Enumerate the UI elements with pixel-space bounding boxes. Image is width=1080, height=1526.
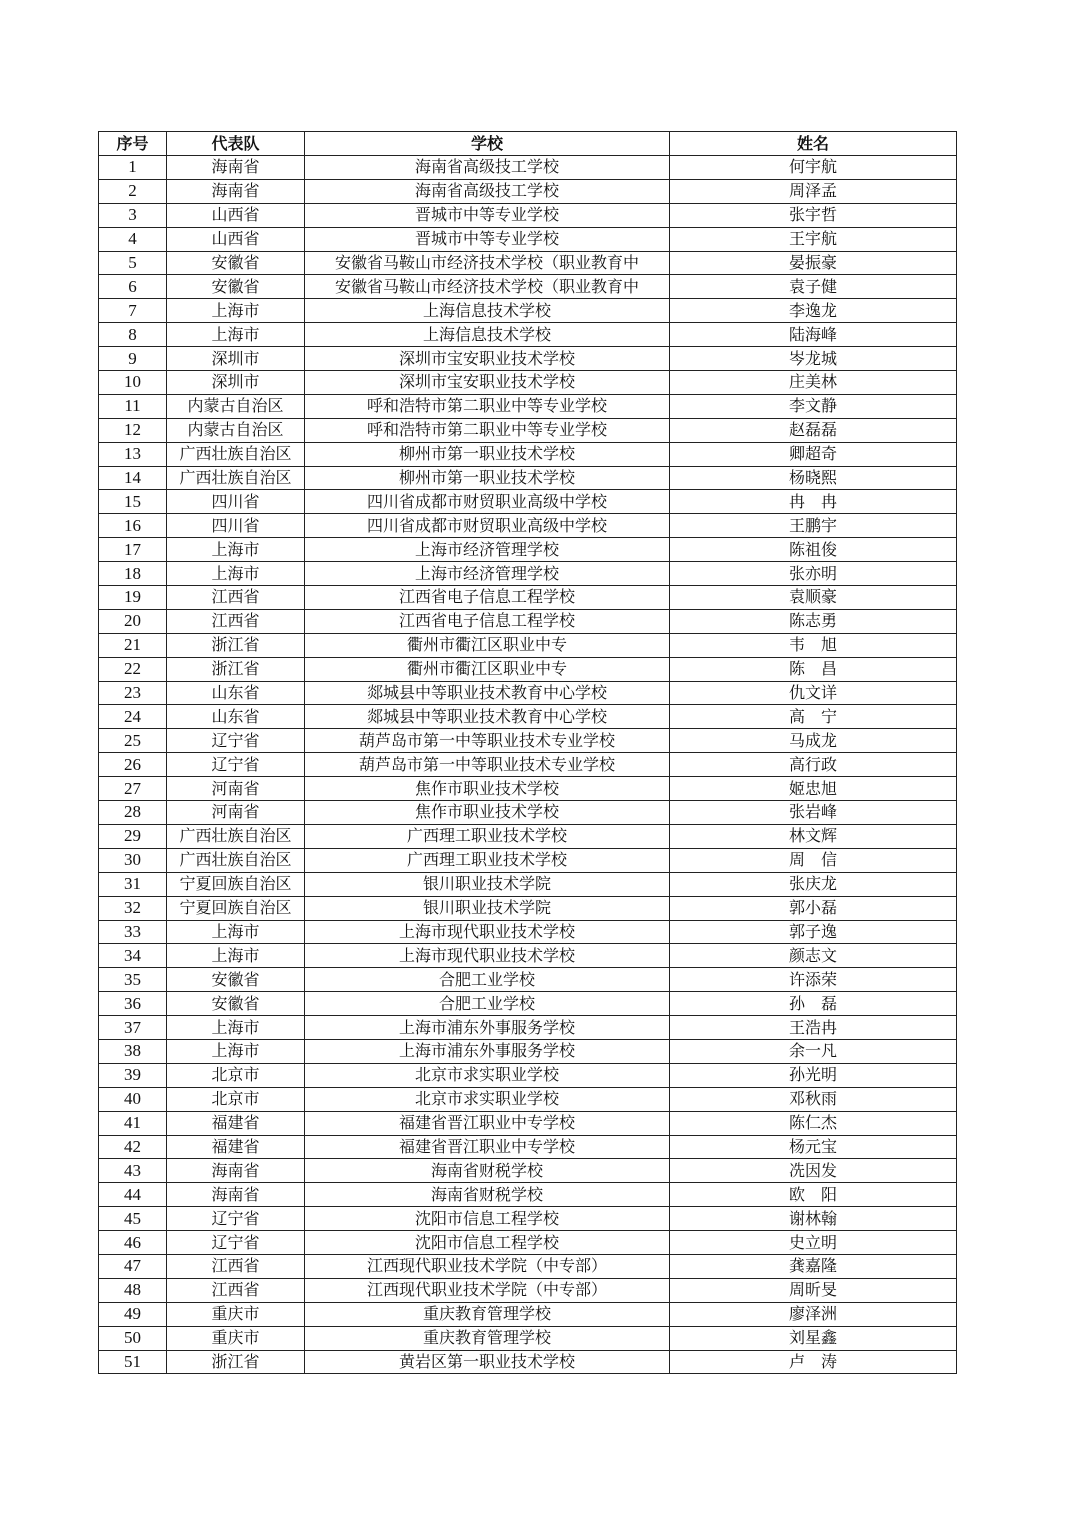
cell-index: 37 [99, 1016, 167, 1040]
table-row [99, 992, 957, 1016]
cell-team: 四川省 [167, 490, 305, 514]
cell-index: 24 [99, 705, 167, 729]
cell-team: 安徽省 [167, 275, 305, 299]
cell-index: 13 [99, 442, 167, 466]
cell-name: 周泽孟 [670, 179, 957, 203]
cell-index: 45 [99, 1207, 167, 1231]
cell-school: 北京市求实职业学校 [305, 1087, 670, 1111]
cell-school: 银川职业技术学院 [305, 896, 670, 920]
cell-index: 4 [99, 227, 167, 251]
cell-name: 陆海峰 [670, 323, 957, 347]
cell-team: 江西省 [167, 609, 305, 633]
cell-school: 合肥工业学校 [305, 968, 670, 992]
cell-team: 上海市 [167, 538, 305, 562]
table-row [99, 562, 957, 586]
table-row [99, 203, 957, 227]
cell-school: 上海市现代职业技术学校 [305, 920, 670, 944]
cell-index: 19 [99, 586, 167, 610]
cell-school: 上海市经济管理学校 [305, 562, 670, 586]
cell-team: 辽宁省 [167, 753, 305, 777]
cell-name: 岑龙城 [670, 347, 957, 371]
cell-name: 欧 阳 [670, 1183, 957, 1207]
cell-team: 广西壮族自治区 [167, 848, 305, 872]
cell-index: 36 [99, 992, 167, 1016]
cell-team: 辽宁省 [167, 1231, 305, 1255]
cell-name: 郭子逸 [670, 920, 957, 944]
table-row [99, 299, 957, 323]
cell-name: 马成龙 [670, 729, 957, 753]
cell-name: 高 宁 [670, 705, 957, 729]
cell-school: 海南省财税学校 [305, 1159, 670, 1183]
cell-index: 12 [99, 418, 167, 442]
header-row [99, 132, 957, 156]
cell-team: 重庆市 [167, 1302, 305, 1326]
cell-team: 北京市 [167, 1063, 305, 1087]
table-row [99, 705, 957, 729]
table-row [99, 1111, 957, 1135]
cell-name: 许添荣 [670, 968, 957, 992]
cell-name: 杨元宝 [670, 1135, 957, 1159]
cell-name: 卢 涛 [670, 1350, 957, 1374]
cell-school: 柳州市第一职业技术学校 [305, 442, 670, 466]
table-row [99, 824, 957, 848]
table-row [99, 538, 957, 562]
table-row [99, 156, 957, 180]
table-row [99, 657, 957, 681]
table-row [99, 1016, 957, 1040]
table-row [99, 681, 957, 705]
cell-name: 孙 磊 [670, 992, 957, 1016]
table-row [99, 729, 957, 753]
cell-school: 深圳市宝安职业技术学校 [305, 371, 670, 395]
cell-team: 安徽省 [167, 968, 305, 992]
cell-name: 郭小磊 [670, 896, 957, 920]
cell-school: 呼和浩特市第二职业中等专业学校 [305, 394, 670, 418]
cell-index: 23 [99, 681, 167, 705]
cell-name: 仇文详 [670, 681, 957, 705]
cell-name: 周 信 [670, 848, 957, 872]
table-row [99, 896, 957, 920]
table-row [99, 371, 957, 395]
table-row [99, 418, 957, 442]
table-row [99, 920, 957, 944]
cell-index: 1 [99, 156, 167, 180]
cell-team: 安徽省 [167, 251, 305, 275]
cell-name: 余一凡 [670, 1039, 957, 1063]
table-row [99, 347, 957, 371]
cell-index: 8 [99, 323, 167, 347]
cell-team: 广西壮族自治区 [167, 824, 305, 848]
table-row [99, 944, 957, 968]
cell-team: 宁夏回族自治区 [167, 872, 305, 896]
cell-school: 沈阳市信息工程学校 [305, 1207, 670, 1231]
cell-school: 深圳市宝安职业技术学校 [305, 347, 670, 371]
cell-index: 17 [99, 538, 167, 562]
table-row [99, 777, 957, 801]
table-row [99, 848, 957, 872]
cell-index: 34 [99, 944, 167, 968]
cell-team: 内蒙古自治区 [167, 394, 305, 418]
cell-school: 重庆教育管理学校 [305, 1326, 670, 1350]
table-row [99, 323, 957, 347]
cell-team: 江西省 [167, 586, 305, 610]
cell-school: 安徽省马鞍山市经济技术学校（职业教育中 [305, 275, 670, 299]
cell-team: 山西省 [167, 203, 305, 227]
cell-school: 焦作市职业技术学校 [305, 777, 670, 801]
table-row [99, 1183, 957, 1207]
cell-team: 海南省 [167, 1159, 305, 1183]
cell-name: 王宇航 [670, 227, 957, 251]
cell-school: 焦作市职业技术学校 [305, 801, 670, 825]
cell-name: 刘星鑫 [670, 1326, 957, 1350]
cell-school: 广西理工职业技术学校 [305, 824, 670, 848]
cell-name: 冼因发 [670, 1159, 957, 1183]
cell-team: 福建省 [167, 1135, 305, 1159]
table-row [99, 179, 957, 203]
cell-index: 22 [99, 657, 167, 681]
cell-name: 龚嘉隆 [670, 1254, 957, 1278]
table-row [99, 1326, 957, 1350]
table-row [99, 442, 957, 466]
table-row [99, 1135, 957, 1159]
cell-team: 上海市 [167, 323, 305, 347]
cell-team: 福建省 [167, 1111, 305, 1135]
cell-index: 14 [99, 466, 167, 490]
cell-team: 重庆市 [167, 1326, 305, 1350]
cell-name: 张亦明 [670, 562, 957, 586]
cell-team: 海南省 [167, 179, 305, 203]
cell-school: 海南省高级技工学校 [305, 156, 670, 180]
cell-school: 四川省成都市财贸职业高级中学校 [305, 490, 670, 514]
cell-team: 河南省 [167, 801, 305, 825]
cell-team: 四川省 [167, 514, 305, 538]
cell-school: 重庆教育管理学校 [305, 1302, 670, 1326]
cell-index: 3 [99, 203, 167, 227]
cell-index: 26 [99, 753, 167, 777]
cell-index: 20 [99, 609, 167, 633]
cell-name: 谢林翰 [670, 1207, 957, 1231]
cell-index: 18 [99, 562, 167, 586]
cell-school: 福建省晋江职业中专学校 [305, 1135, 670, 1159]
cell-school: 黄岩区第一职业技术学校 [305, 1350, 670, 1374]
table-row [99, 490, 957, 514]
cell-team: 海南省 [167, 156, 305, 180]
cell-school: 上海信息技术学校 [305, 299, 670, 323]
table-row [99, 275, 957, 299]
table-row [99, 466, 957, 490]
cell-team: 上海市 [167, 944, 305, 968]
cell-team: 上海市 [167, 1039, 305, 1063]
table-row [99, 251, 957, 275]
cell-index: 7 [99, 299, 167, 323]
cell-name: 李逸龙 [670, 299, 957, 323]
cell-school: 上海市浦东外事服务学校 [305, 1039, 670, 1063]
cell-index: 40 [99, 1087, 167, 1111]
cell-index: 44 [99, 1183, 167, 1207]
cell-team: 内蒙古自治区 [167, 418, 305, 442]
cell-name: 韦 旭 [670, 633, 957, 657]
cell-index: 11 [99, 394, 167, 418]
table-row [99, 586, 957, 610]
cell-school: 上海市浦东外事服务学校 [305, 1016, 670, 1040]
cell-index: 39 [99, 1063, 167, 1087]
cell-school: 郯城县中等职业技术教育中心学校 [305, 705, 670, 729]
cell-team: 山西省 [167, 227, 305, 251]
cell-team: 江西省 [167, 1254, 305, 1278]
table-row [99, 753, 957, 777]
cell-name: 张宇哲 [670, 203, 957, 227]
cell-name: 周昕旻 [670, 1278, 957, 1302]
cell-name: 陈仁杰 [670, 1111, 957, 1135]
cell-index: 38 [99, 1039, 167, 1063]
cell-name: 庄美林 [670, 371, 957, 395]
cell-index: 21 [99, 633, 167, 657]
cell-name: 孙光明 [670, 1063, 957, 1087]
cell-name: 高行政 [670, 753, 957, 777]
cell-school: 合肥工业学校 [305, 992, 670, 1016]
header-index: 序号 [99, 132, 167, 156]
cell-name: 冉 冉 [670, 490, 957, 514]
cell-school: 上海市经济管理学校 [305, 538, 670, 562]
cell-school: 海南省高级技工学校 [305, 179, 670, 203]
table-row [99, 633, 957, 657]
header-name: 姓名 [670, 132, 957, 156]
cell-name: 晏振豪 [670, 251, 957, 275]
cell-school: 江西现代职业技术学院（中专部） [305, 1278, 670, 1302]
header-school: 学校 [305, 132, 670, 156]
cell-index: 41 [99, 1111, 167, 1135]
cell-school: 江西省电子信息工程学校 [305, 586, 670, 610]
cell-index: 31 [99, 872, 167, 896]
cell-team: 安徽省 [167, 992, 305, 1016]
cell-index: 35 [99, 968, 167, 992]
table-row [99, 1278, 957, 1302]
cell-index: 33 [99, 920, 167, 944]
cell-school: 上海信息技术学校 [305, 323, 670, 347]
table-row [99, 514, 957, 538]
cell-name: 张岩峰 [670, 801, 957, 825]
cell-name: 陈 昌 [670, 657, 957, 681]
cell-name: 王浩冉 [670, 1016, 957, 1040]
header-team: 代表队 [167, 132, 305, 156]
cell-index: 6 [99, 275, 167, 299]
cell-school: 银川职业技术学院 [305, 872, 670, 896]
cell-index: 50 [99, 1326, 167, 1350]
table-row [99, 1159, 957, 1183]
cell-team: 上海市 [167, 562, 305, 586]
cell-team: 宁夏回族自治区 [167, 896, 305, 920]
cell-team: 北京市 [167, 1087, 305, 1111]
cell-name: 卿超奇 [670, 442, 957, 466]
table-row [99, 1302, 957, 1326]
cell-school: 四川省成都市财贸职业高级中学校 [305, 514, 670, 538]
cell-index: 49 [99, 1302, 167, 1326]
cell-school: 葫芦岛市第一中等职业技术专业学校 [305, 753, 670, 777]
cell-team: 辽宁省 [167, 729, 305, 753]
cell-index: 9 [99, 347, 167, 371]
table-row [99, 1207, 957, 1231]
cell-school: 柳州市第一职业技术学校 [305, 466, 670, 490]
cell-name: 邓秋雨 [670, 1087, 957, 1111]
cell-index: 29 [99, 824, 167, 848]
cell-team: 上海市 [167, 299, 305, 323]
cell-index: 46 [99, 1231, 167, 1255]
cell-school: 沈阳市信息工程学校 [305, 1231, 670, 1255]
cell-index: 32 [99, 896, 167, 920]
cell-name: 王鹏宇 [670, 514, 957, 538]
table-body [99, 156, 957, 1374]
cell-index: 5 [99, 251, 167, 275]
table-row [99, 968, 957, 992]
cell-team: 海南省 [167, 1183, 305, 1207]
cell-team: 浙江省 [167, 633, 305, 657]
table-row [99, 801, 957, 825]
cell-name: 杨晓熙 [670, 466, 957, 490]
table-row [99, 1350, 957, 1374]
cell-name: 袁顺豪 [670, 586, 957, 610]
cell-school: 江西省电子信息工程学校 [305, 609, 670, 633]
cell-team: 广西壮族自治区 [167, 466, 305, 490]
cell-school: 呼和浩特市第二职业中等专业学校 [305, 418, 670, 442]
cell-school: 北京市求实职业学校 [305, 1063, 670, 1087]
cell-team: 辽宁省 [167, 1207, 305, 1231]
table-row [99, 1063, 957, 1087]
table-row [99, 227, 957, 251]
participant-table [98, 131, 957, 1374]
cell-school: 安徽省马鞍山市经济技术学校（职业教育中 [305, 251, 670, 275]
table-row [99, 1231, 957, 1255]
cell-school: 江西现代职业技术学院（中专部） [305, 1254, 670, 1278]
cell-index: 48 [99, 1278, 167, 1302]
cell-index: 51 [99, 1350, 167, 1374]
cell-team: 浙江省 [167, 1350, 305, 1374]
cell-index: 25 [99, 729, 167, 753]
cell-school: 衢州市衢江区职业中专 [305, 657, 670, 681]
cell-team: 深圳市 [167, 371, 305, 395]
cell-team: 河南省 [167, 777, 305, 801]
cell-index: 47 [99, 1254, 167, 1278]
table-row [99, 1254, 957, 1278]
cell-index: 27 [99, 777, 167, 801]
cell-team: 上海市 [167, 920, 305, 944]
table-row [99, 394, 957, 418]
cell-school: 衢州市衢江区职业中专 [305, 633, 670, 657]
cell-name: 陈祖俊 [670, 538, 957, 562]
cell-school: 上海市现代职业技术学校 [305, 944, 670, 968]
cell-name: 袁子健 [670, 275, 957, 299]
cell-school: 海南省财税学校 [305, 1183, 670, 1207]
cell-index: 43 [99, 1159, 167, 1183]
cell-index: 28 [99, 801, 167, 825]
cell-name: 廖泽洲 [670, 1302, 957, 1326]
table-row [99, 872, 957, 896]
cell-name: 赵磊磊 [670, 418, 957, 442]
cell-school: 福建省晋江职业中专学校 [305, 1111, 670, 1135]
cell-index: 16 [99, 514, 167, 538]
cell-school: 葫芦岛市第一中等职业技术专业学校 [305, 729, 670, 753]
cell-name: 张庆龙 [670, 872, 957, 896]
cell-name: 姬忠旭 [670, 777, 957, 801]
cell-team: 山东省 [167, 705, 305, 729]
cell-name: 林文辉 [670, 824, 957, 848]
cell-name: 李文静 [670, 394, 957, 418]
cell-team: 江西省 [167, 1278, 305, 1302]
cell-team: 上海市 [167, 1016, 305, 1040]
table-row [99, 609, 957, 633]
cell-name: 何宇航 [670, 156, 957, 180]
cell-team: 广西壮族自治区 [167, 442, 305, 466]
cell-index: 2 [99, 179, 167, 203]
cell-index: 15 [99, 490, 167, 514]
cell-school: 广西理工职业技术学校 [305, 848, 670, 872]
cell-index: 42 [99, 1135, 167, 1159]
cell-school: 晋城市中等专业学校 [305, 203, 670, 227]
cell-team: 山东省 [167, 681, 305, 705]
cell-name: 陈志勇 [670, 609, 957, 633]
cell-school: 晋城市中等专业学校 [305, 227, 670, 251]
cell-name: 颜志文 [670, 944, 957, 968]
cell-index: 10 [99, 371, 167, 395]
cell-name: 史立明 [670, 1231, 957, 1255]
table-row [99, 1087, 957, 1111]
cell-school: 郯城县中等职业技术教育中心学校 [305, 681, 670, 705]
table-row [99, 1039, 957, 1063]
cell-index: 30 [99, 848, 167, 872]
cell-team: 浙江省 [167, 657, 305, 681]
cell-team: 深圳市 [167, 347, 305, 371]
